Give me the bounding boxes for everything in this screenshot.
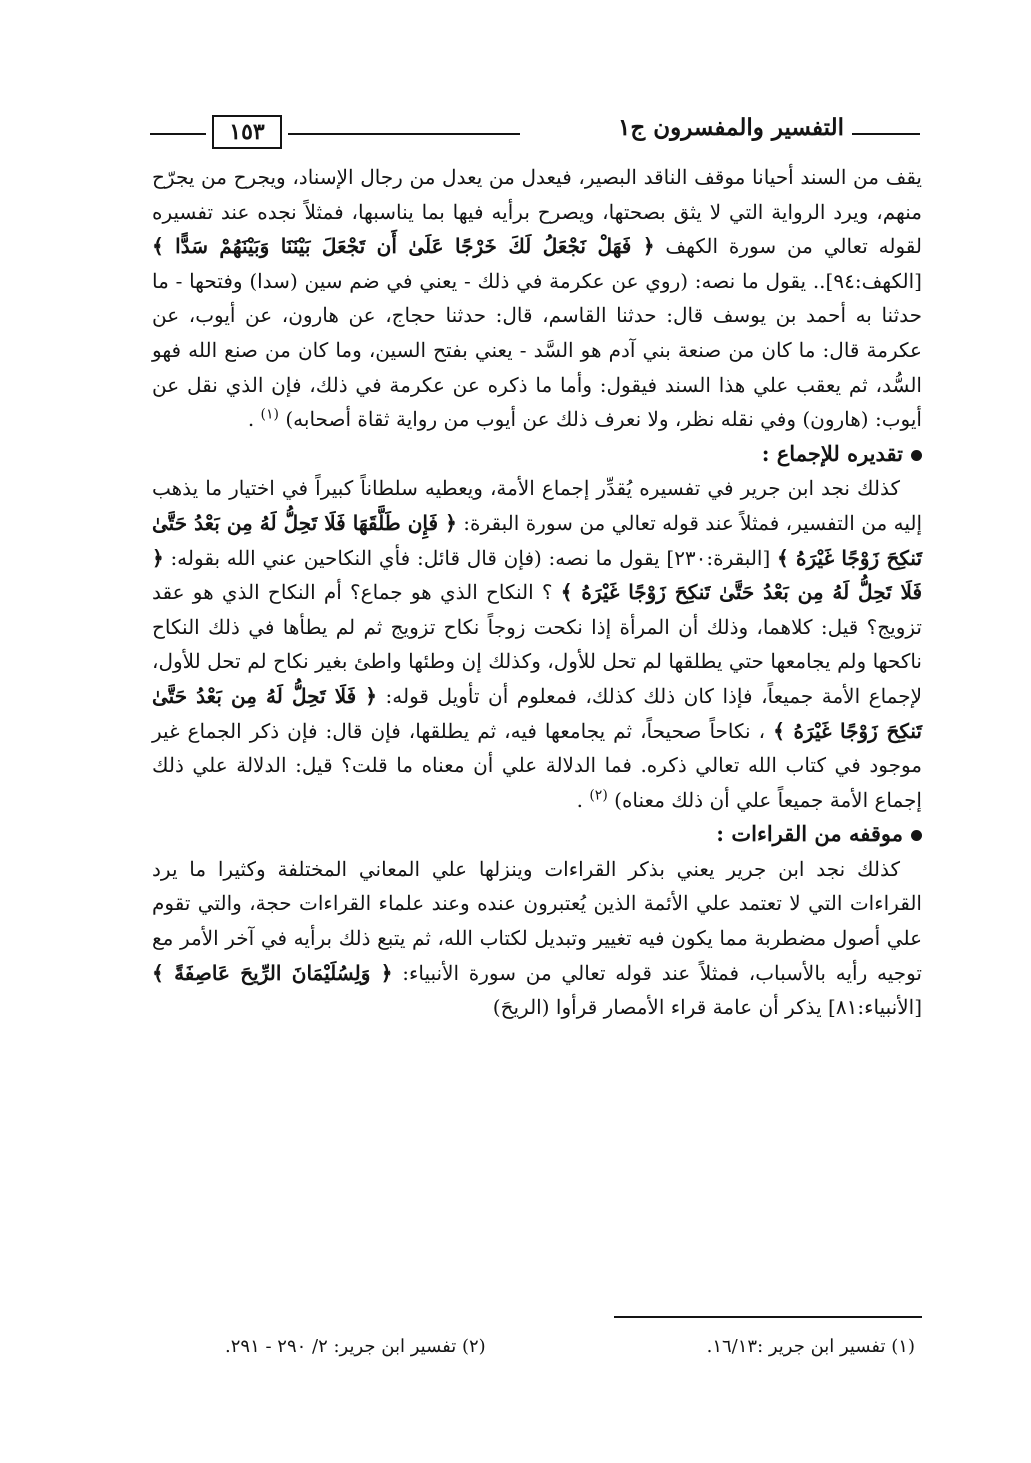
- footnote-2: (٢) تفسير ابن جرير: ٢/ ٢٩٠ - ٢٩١.: [225, 1336, 486, 1357]
- footnote-1: (١) تفسير ابن جرير :١٦/١٣.: [706, 1336, 915, 1357]
- quran-verse-anbiya: ﴿ وَلِسُلَيْمَانَ الرِّيحَ عَاصِفَةً ﴾: [152, 960, 393, 985]
- section-heading-ijma-text: تقديره للإجماع :: [761, 440, 903, 466]
- paragraph-2-text-a: كذلك نجد ابن جرير في تفسيره يُقدِّر إجماع الأمة، ويعطيه سلطاناً كبيراً في اختيار ما يذهب إليه من التفسير، فمثلاً عند قوله تعالي من سورة البقرة:: [152, 476, 923, 535]
- paragraph-2-end: .: [576, 787, 583, 812]
- footnote-separator: [614, 1316, 922, 1318]
- header-rule-left: [150, 133, 206, 135]
- footnote-ref-2[interactable]: (٢): [589, 787, 608, 804]
- page-number: ١٥٣: [212, 115, 282, 149]
- paragraph-2: [152, 471, 922, 817]
- bullet-icon: [911, 830, 922, 841]
- section-heading-ijma: [152, 437, 922, 472]
- quran-verse-kahf: ﴿ فَهَلْ نَجْعَلُ لَكَ خَرْجًا عَلَىٰ أَن تَجْعَلَ بَيْنَنَا وَبَيْنَهُمْ سَدًّا ﴾: [152, 234, 655, 259]
- quran-verse-baqara-1: ﴿ فَإِن طَلَّقَهَا فَلَا تَحِلُّ لَهُ مِن بَعْدُ حَتَّىٰ تَنكِحَ زَوْجًا غَيْرَهُ ﴾: [152, 510, 923, 570]
- quran-verse-baqara-2: ﴿ فَلَا تَحِلُّ لَهُ مِن بَعْدُ حَتَّىٰ تَنكِحَ زَوْجًا غَيْرَهُ ﴾: [152, 545, 923, 605]
- paragraph-2-text-d: ، نكاحاً صحيحاً، ثم يجامعها فيه، ثم يطلقها، فإن قال: فإن ذكر الجماع غير موجود في كتاب الله تعالي ذكره. فما الدلالة علي أن معناه ما قلت؟ قيل: الدلالة علي ذلك إجماع الأمة جميعاً علي أن ذلك معناه): [152, 718, 922, 812]
- paragraph-3: [152, 852, 922, 1025]
- section-heading-qiraat-text: موقفه من القراءات :: [716, 821, 903, 847]
- paragraph-1-end: .: [247, 407, 255, 432]
- footnote-ref-1[interactable]: (١): [260, 406, 279, 423]
- quran-verse-baqara-3: ﴿ فَلَا تَحِلُّ لَهُ مِن بَعْدُ حَتَّىٰ تَنكِحَ زَوْجًا غَيْرَهُ ﴾: [152, 683, 923, 743]
- paragraph-1-text-a: يقف من السند أحيانا موقف الناقد البصير، فيعدل من يعدل من رجال الإسناد، ويجرح من يجرّح منهم، ويرد الرواية التي لا يثق بصحتها، ويصرح برأيه فيها بما يناسبها، فمثلاً نجده عند تفسيره لقوله تعالي من سورة الكهف: [152, 165, 922, 259]
- paragraph-3-text-a: كذلك نجد ابن جرير يعني بذكر القراءات وينزلها علي المعاني المختلفة وكثيرا ما يرد القراءات التي لا تعتمد علي الأئمة الذين يُعتبرون عنده وعند علماء القراءات حجة، والتي تقوم علي أصول مضطربة مما يكون فيه تغيير وتبديل لكتاب الله، ثم يتبع ذلك برأيه في آخر الأمر مع توجيه رأيه بالأسباب، فمثلاً عند قوله تعالي من سورة الأنبياء:: [152, 856, 922, 985]
- header-rule-middle: [288, 133, 520, 135]
- bullet-icon: [911, 450, 922, 461]
- header-rule-right: [852, 133, 920, 135]
- page-header: [150, 112, 920, 152]
- footnotes: [225, 1336, 915, 1366]
- paragraph-2-text-b: [البقرة:٢٣٠] يقول ما نصه: (فإن قال قائل: فأي النكاحين عني الله بقوله:: [170, 545, 771, 570]
- paragraph-3-text-b: [الأنبياء:٨١] يذكر أن عامة قراء الأمصار قرأوا (الريحَ): [492, 995, 922, 1020]
- paragraph-1-text-b: [الكهف:٩٤].. يقول ما نصه: (روي عن عكرمة في ذلك - يعني في ضم سين (سدا) وفتحها - ما حدثنا به أحمد بن يوسف قال: حدثنا القاسم، قال: حدثنا حجاج، عن هارون، عن أيوب، عن عكرمة قال: ما كان من صنعة بني آدم هو السَّد - يعني بفتح السين، وما كان من صنع الله فهو السُّد، ثم يعقب علي هذا السند فيقول: وأما ما ذكره عن عكرمة في ذلك، فإن الذي نقل عن أيوب: (هارون) وفي نقله نظر، ولا نعرف ذلك عن أيوب من رواية ثقاة أصحابه): [152, 268, 922, 432]
- running-title: التفسير والمفسرون ج١: [618, 114, 844, 141]
- paragraph-1: [152, 160, 922, 437]
- section-heading-qiraat: [152, 817, 922, 852]
- paragraph-2-text-c: ؟ النكاح الذي هو جماع؟ أم النكاح الذي هو عقد تزويج؟ قيل: كلاهما، وذلك أن المرأة إذا نكحت زوجاً نكاح تزويج ثم لم يطأها في ذلك النكاح ناكحها ولم يجامعها حتي يطلقها لم تحل للأول، وكذلك إن وطئها واطئ بغير نكاح لم تحل للأول، لإجماع الأمة جميعاً، فإذا كان ذلك كذلك، فمعلوم أن تأويل قوله:: [152, 580, 922, 708]
- page-body: [152, 160, 922, 1025]
